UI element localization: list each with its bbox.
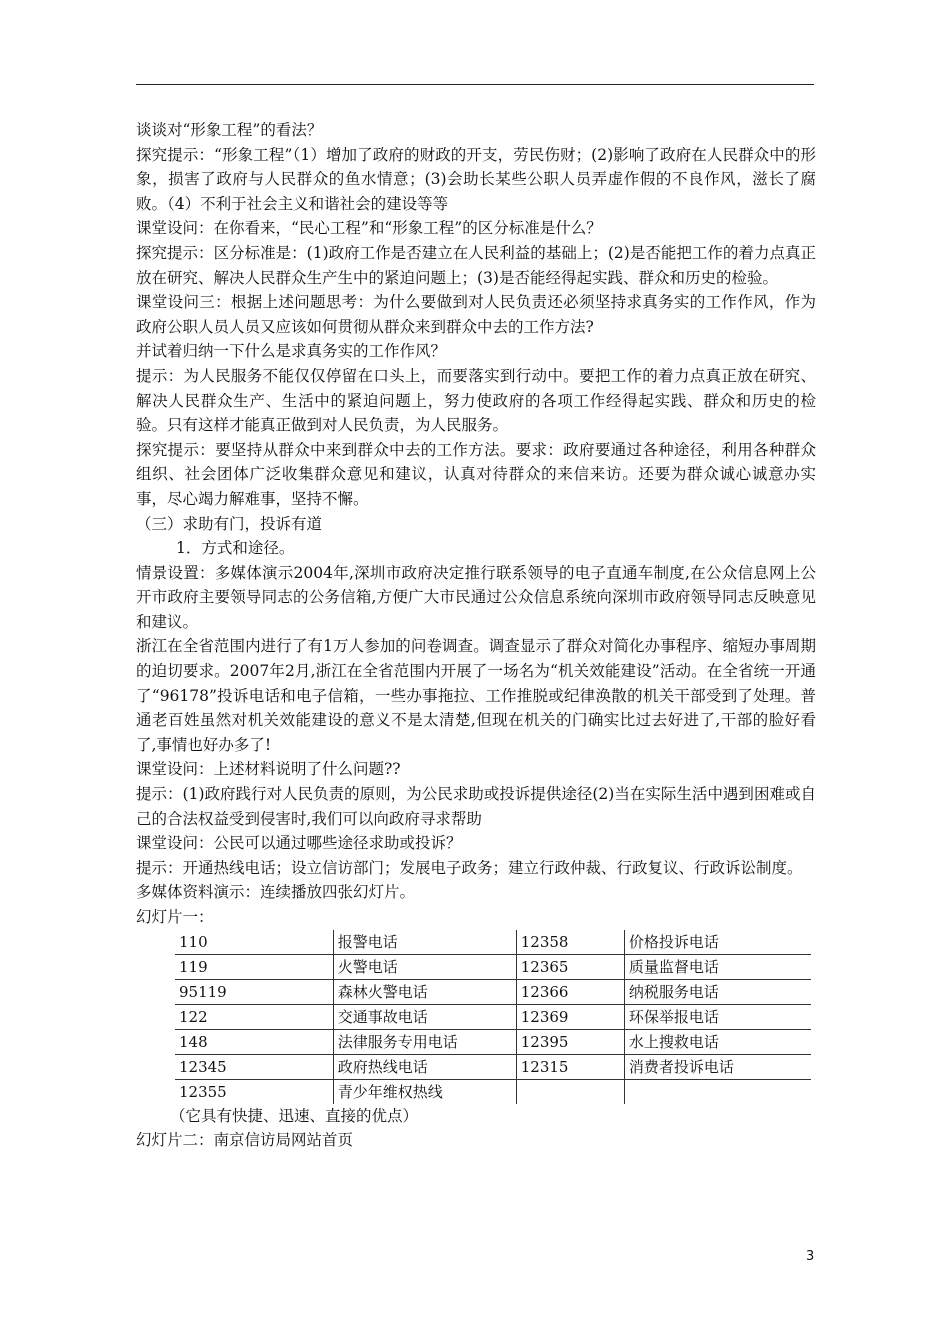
table-cell: 12366 xyxy=(516,979,624,1004)
table-row xyxy=(175,1079,811,1104)
paragraph: 课堂设问：在你看来，“民心工程”和“形象工程”的区分标准是什么？ xyxy=(136,219,602,238)
paragraph: 多媒体资料演示：连续播放四张幻灯片。 xyxy=(136,883,416,902)
document-body xyxy=(136,118,816,1153)
paragraph: 探究提示：区分标准是：(1)政府工作是否建立在人民利益的基础上；(2)是否能把工作的着力点真正放在研究、解决人民群众生产生中的紧迫问题上；(3)是否能经得起实践、群众和历史的检验。 xyxy=(136,243,816,287)
slide-one-label: 幻灯片一： xyxy=(136,908,214,926)
table-cell: 消费者投诉电话 xyxy=(624,1054,811,1079)
table-cell: 122 xyxy=(175,1004,333,1029)
table-cell: 12345 xyxy=(175,1054,333,1079)
table-cell: 12395 xyxy=(516,1029,624,1054)
paragraph: 提示：(1)政府践行对人民负责的原则，为公民求助或投诉提供途径(2)当在实际生活中遇到困难或自己的合法权益受到侵害时,我们可以向政府寻求帮助 xyxy=(136,785,816,828)
table-cell: 119 xyxy=(175,954,333,979)
table-cell: 148 xyxy=(175,1029,333,1054)
table-cell: 95119 xyxy=(175,979,333,1004)
table-cell: 12358 xyxy=(516,930,624,955)
table-cell xyxy=(624,1079,811,1104)
table-cell xyxy=(516,1079,624,1104)
table-cell: 报警电话 xyxy=(333,930,516,955)
table-row xyxy=(175,954,811,979)
paragraph: 课堂设问三：根据上述问题思考：为什么要做到对人民负责还必须坚持求真务实的工作作风，作为政府公职人员人员又应该如何贯彻从群众来到群众中去的工作方法? xyxy=(136,293,816,336)
page-number: 3 xyxy=(806,1249,815,1264)
table-cell: 12369 xyxy=(516,1004,624,1029)
paragraph: 探究提示：“形象工程”（1）增加了政府的财政的开支，劳民伤财；(2)影响了政府在人民群众中的形象，损害了政府与人民群众的鱼水情意；(3)会助长某些公职人员弄虚作假的不良作风，滋长了腐败。（4）不利于社会主义和谐社会的建设等等 xyxy=(136,145,816,213)
table-cell: 12315 xyxy=(516,1054,624,1079)
paragraph: 浙江在全省范围内进行了有1万人参加的问卷调查。调查显示了群众对简化办事程序、缩短办事周期的迫切要求。2007年2月,浙江在全省范围内开展了一场名为“机关效能建设”活动。在全省统一开通了“96178”投诉电话和电子信箱，一些办事拖拉、工作推脱或纪律涣散的机关干部受到了处理。普通老百姓虽然对机关效能建设的意义不是太清楚,但现在机关的门确实比过去好进了,干部的脸好看了,事情也好办多了! xyxy=(136,637,816,754)
paragraph: 谈谈对“形象工程”的看法？ xyxy=(136,121,323,139)
table-note: （它具有快捷、迅速、直接的优点） xyxy=(170,1106,419,1125)
hotline-table xyxy=(175,930,811,1104)
table-cell: 水上搜救电话 xyxy=(624,1029,811,1054)
table-cell: 青少年维权热线 xyxy=(333,1079,516,1104)
table-cell: 价格投诉电话 xyxy=(624,930,811,955)
table-row xyxy=(175,930,811,955)
table-cell: 12355 xyxy=(175,1079,333,1104)
paragraph: 课堂设问：上述材料说明了什么问题?? xyxy=(136,760,401,779)
paragraph: 探究提示：要坚持从群众中来到群众中去的工作方法。要求：政府要通过各种途径，利用各种群众组织、社会团体广泛收集群众意见和建议，认真对待群众的来信来访。还要为群众诚心诚意办实事，尽心竭力解难事，坚持不懈。 xyxy=(136,440,816,508)
paragraph: 并试着归纳一下什么是求真务实的工作作风？ xyxy=(136,342,447,361)
header-rule xyxy=(136,84,814,85)
section-heading: （三）求助有门，投诉有道 xyxy=(136,514,323,533)
table-row xyxy=(175,1054,811,1079)
table-cell: 火警电话 xyxy=(333,954,516,979)
table-row xyxy=(175,979,811,1004)
table-cell: 森林火警电话 xyxy=(333,979,516,1004)
table-cell: 110 xyxy=(175,930,333,955)
table-row xyxy=(175,1004,811,1029)
table-cell: 12365 xyxy=(516,954,624,979)
slide-two-label: 幻灯片二：南京信访局网站首页 xyxy=(136,1131,354,1150)
paragraph: 情景设置：多媒体演示2004年,深圳市政府决定推行联系领导的电子直通车制度,在公众信息网上公开市政府主要领导同志的公务信箱,方便广大市民通过公众信息系统向深圳市政府领导同志反映意见和建议。 xyxy=(136,563,816,631)
subheading: 1．方式和途径。 xyxy=(176,539,295,558)
table-row xyxy=(175,1029,811,1054)
table-cell: 纳税服务电话 xyxy=(624,979,811,1004)
paragraph: 课堂设问：公民可以通过哪些途径求助或投诉？ xyxy=(136,834,462,853)
table-cell: 环保举报电话 xyxy=(624,1004,811,1029)
table-cell: 质量监督电话 xyxy=(624,954,811,979)
paragraph: 提示：开通热线电话；设立信访部门；发展电子政务；建立行政仲裁、行政复议、行政诉讼制度。 xyxy=(136,858,803,877)
table-cell: 政府热线电话 xyxy=(333,1054,516,1079)
table-cell: 法律服务专用电话 xyxy=(333,1029,516,1054)
paragraph: 提示：为人民服务不能仅仅停留在口头上，而要落实到行动中。要把工作的着力点真正放在研究、解决人民群众生产、生活中的紧迫问题上，努力使政府的各项工作经得起实践、群众和历史的检验。只有这样才能真正做到对人民负责，为人民服务。 xyxy=(136,366,816,435)
table-cell: 交通事故电话 xyxy=(333,1004,516,1029)
